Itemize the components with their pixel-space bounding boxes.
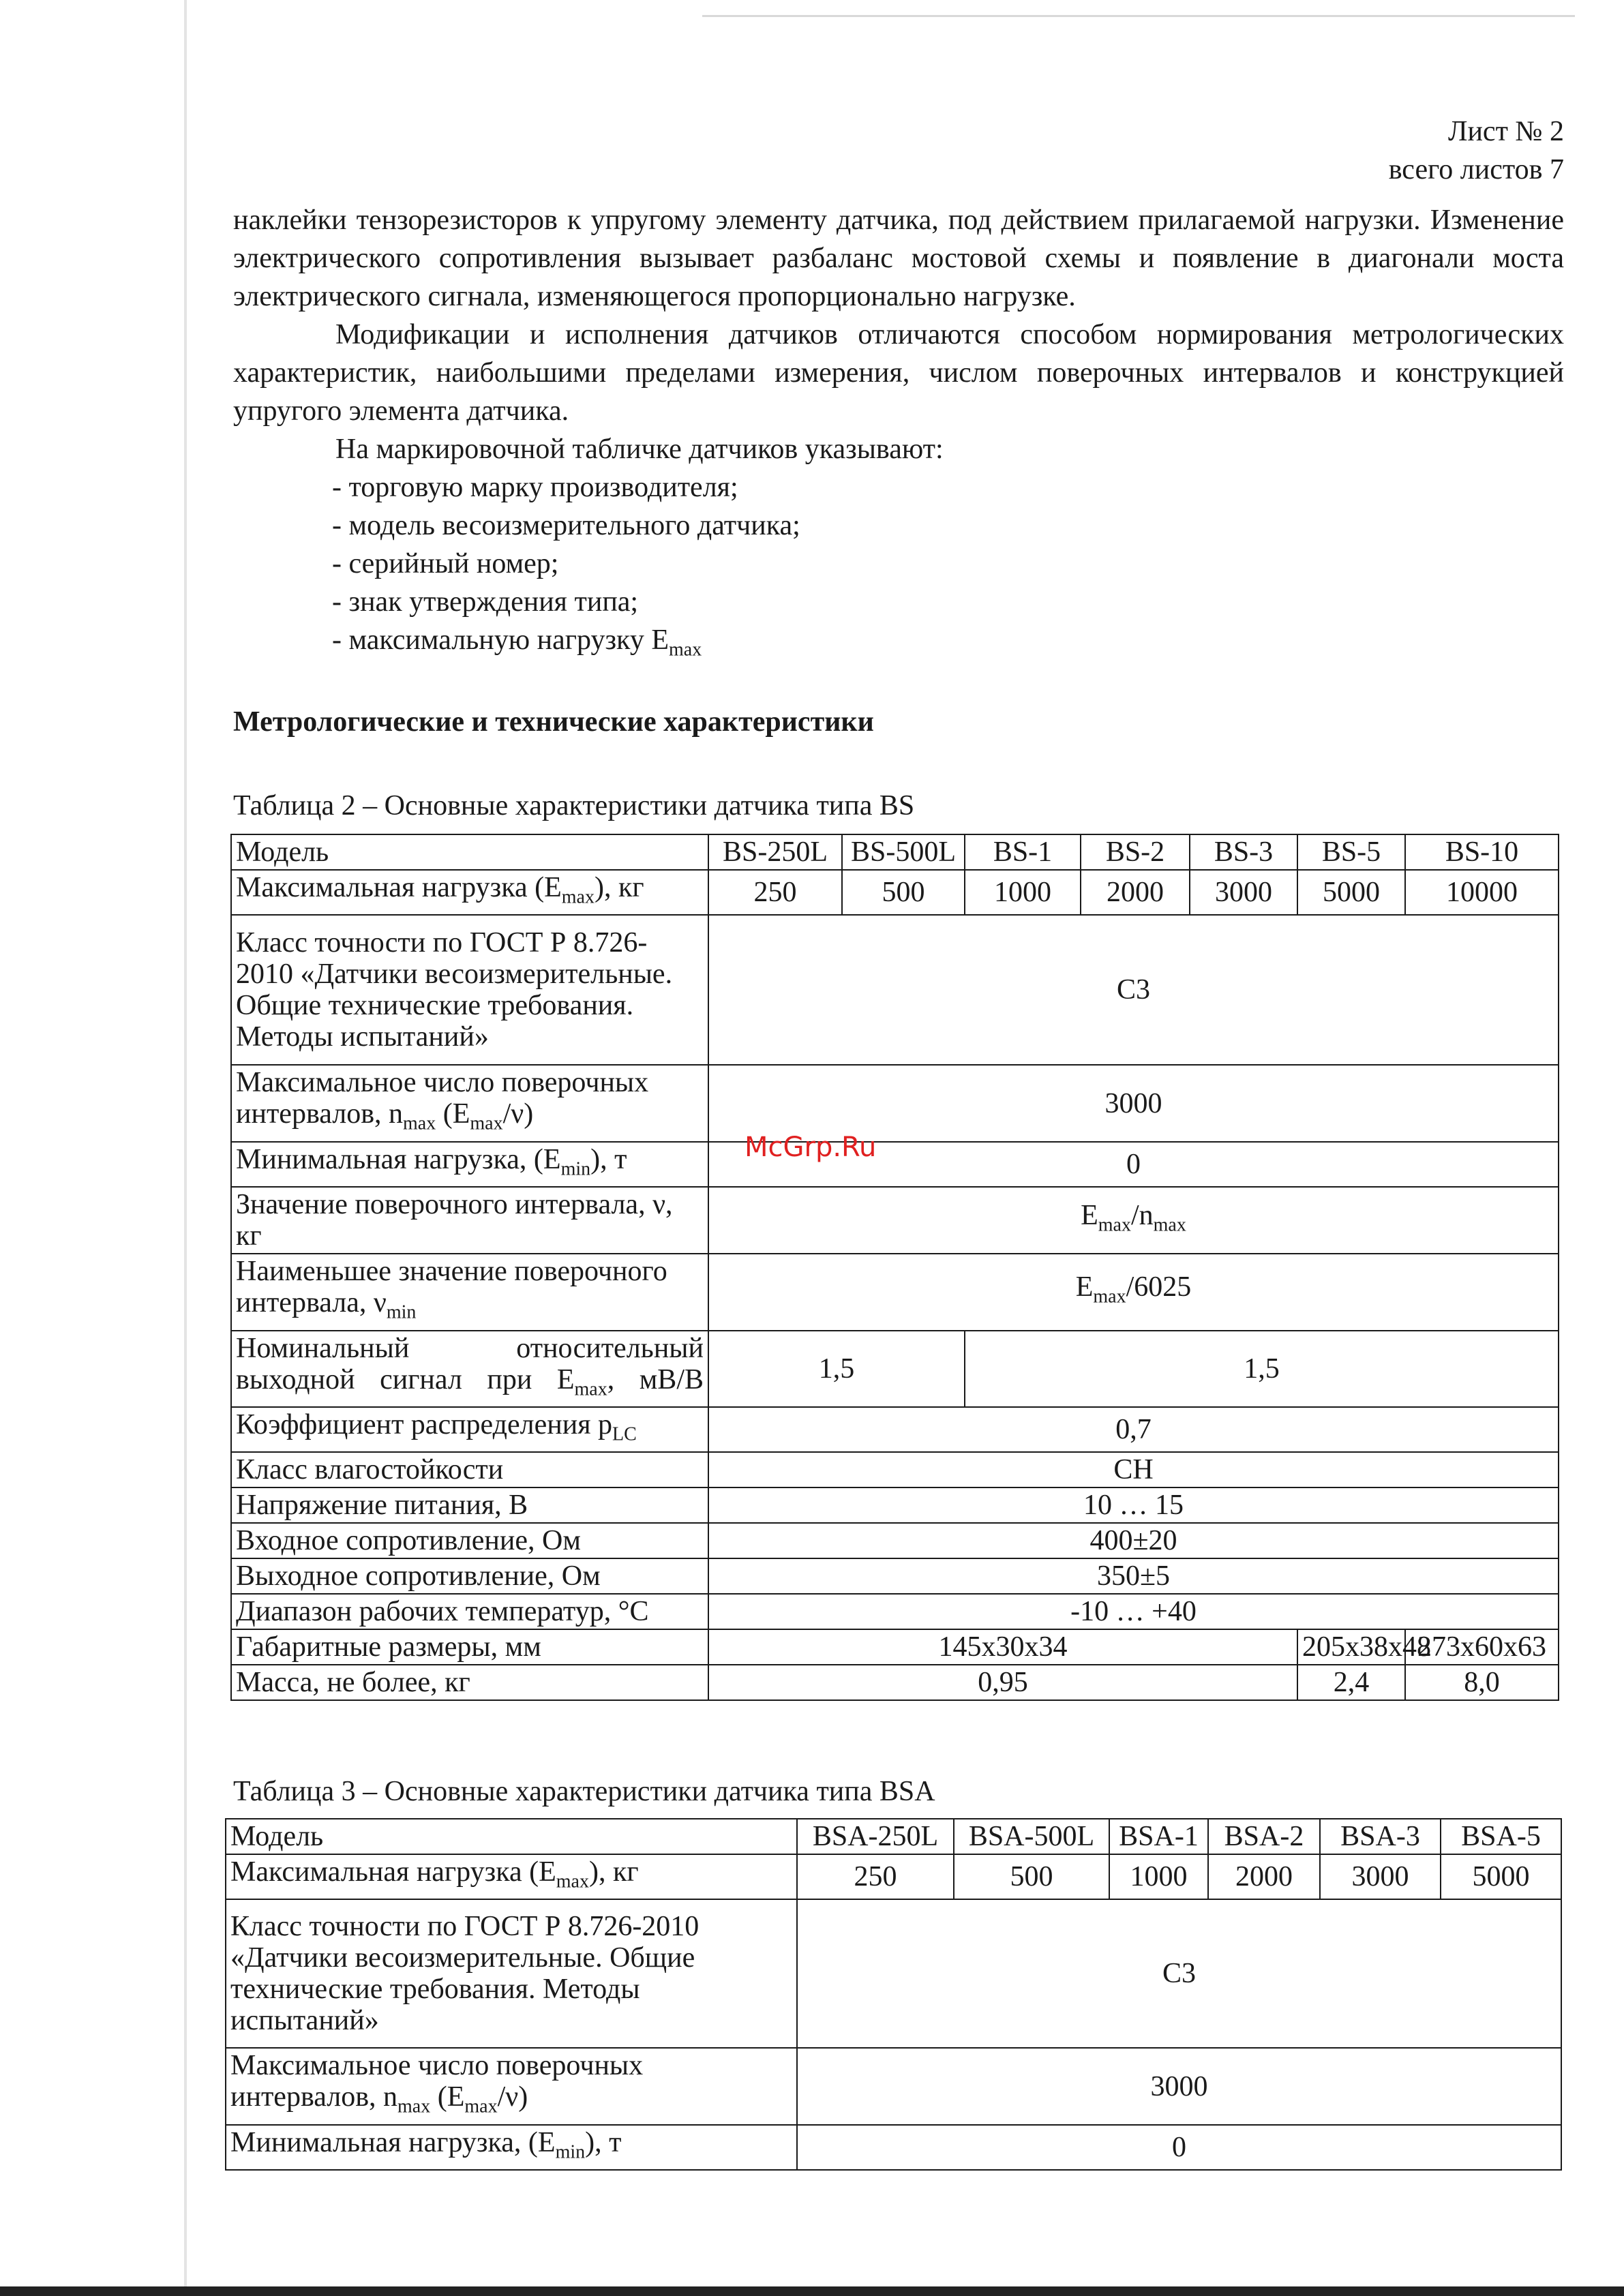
intro-paragraph: Модификации и исполнения датчиков отличаются способом нормирования метрологических характеристик, наибольшими пределами измерения, числом поверочных интервалов и конструкцией упругого элемента датчика. (233, 319, 1564, 427)
table-cell: 1000 (1109, 1854, 1208, 1899)
table-cell: 3000 (1320, 1854, 1441, 1899)
table-cell: -10 … +40 (708, 1594, 1559, 1629)
table-row (231, 915, 1559, 1065)
table-cell: BS-2 (1081, 834, 1190, 870)
table-row (231, 1594, 1559, 1629)
table-cell: BSA-500L (954, 1819, 1109, 1854)
table-cell: Класс влагостойкости (231, 1452, 708, 1487)
scan-bottom-edge (0, 2286, 1624, 2296)
table-cell: 1,5 (965, 1331, 1559, 1407)
table-cell: 10000 (1405, 870, 1559, 915)
table-cell: Напряжение питания, В (231, 1487, 708, 1523)
table-cell: BS-3 (1190, 834, 1297, 870)
table-cell: С3 (708, 915, 1559, 1065)
table-cell: 0,95 (708, 1665, 1297, 1700)
intro-paragraph: наклейки тензорезисторов к упругому элементу датчика, под действием прилагаемой нагрузки. Изменение электрического сопротивления вызывает разбаланс мостовой схемы и появление в диагонали моста электрического сигнала, изменяющегося пропорционально нагрузке. (233, 205, 1564, 312)
table-cell: Максимальная нагрузка $(E_{max})$, кг (231, 870, 708, 915)
table-row (231, 1665, 1559, 1700)
table-cell: 350±5 (708, 1558, 1559, 1594)
table-row (231, 834, 1559, 870)
intro-text (233, 201, 1564, 669)
table-row (231, 1487, 1559, 1523)
table-cell: 5000 (1441, 1854, 1561, 1899)
table-cell: Значение поверочного интервала, ν, кг (231, 1187, 708, 1254)
table-cell: 0 (797, 2125, 1561, 2170)
table-cell: BSA-3 (1320, 1819, 1441, 1854)
table-cell: 2000 (1208, 1854, 1320, 1899)
table-cell: 273x60x63 (1405, 1629, 1559, 1665)
scan-left-edge (184, 0, 187, 2296)
table-cell: BS-500L (842, 834, 965, 870)
table-cell: BSA-5 (1441, 1819, 1561, 1854)
table-row (226, 1899, 1561, 2048)
table-cell: Максимальное число поверочных интервалов, $n_{max}$ $(E_{max}/\nu)$ (231, 1065, 708, 1141)
list-item: - максимальную нагрузку $E_{max}$ (332, 624, 702, 661)
table-cell: $E_{max}/n_{max}$ (708, 1187, 1559, 1254)
table-cell: Диапазон рабочих температур, °С (231, 1594, 708, 1629)
table-row (231, 1254, 1559, 1330)
table-cell: BS-1 (965, 834, 1081, 870)
sheet-total: всего листов 7 (1388, 154, 1564, 185)
table-cell: Входное сопротивление, Ом (231, 1523, 708, 1558)
sheet-line: Лист № 2 (1447, 116, 1564, 147)
table-cell: Класс точности по ГОСТ Р 8.726-2010 «Датчики весоизмерительные. Общие технические требования. Методы испытаний» (231, 915, 708, 1065)
table-cell: Выходное сопротивление, Ом (231, 1558, 708, 1594)
table-cell: 0,7 (708, 1407, 1559, 1452)
table-cell: Номинальный относительный выходной сигнал при $E_{max}$, мВ/В (231, 1331, 708, 1407)
list-item: - серийный номер; (332, 548, 559, 579)
table-cell: BSA-250L (797, 1819, 954, 1854)
table-cell: 1,5 (708, 1331, 965, 1407)
table-row (231, 870, 1559, 915)
table-row (231, 1142, 1559, 1187)
table-cell: Модель (231, 834, 708, 870)
table2-bs-characteristics (230, 834, 1559, 1701)
table-cell: Масса, не более, кг (231, 1665, 708, 1700)
table-cell: Максимальное число поверочных интервалов, $n_{max}$ $(E_{max}/\nu)$ (226, 2048, 797, 2124)
table-cell: 3000 (708, 1065, 1559, 1141)
scan-top-edge (702, 15, 1575, 17)
table-cell: Класс точности по ГОСТ Р 8.726-2010 «Датчики весоизмерительные. Общие технические требования. Методы испытаний» (226, 1899, 797, 2048)
table-cell: Минимальная нагрузка, $(E_{min})$, т (231, 1142, 708, 1187)
table-cell: BS-250L (708, 834, 842, 870)
table-cell: 205x38x48 (1297, 1629, 1405, 1665)
table-cell: Максимальная нагрузка $(E_{max})$, кг (226, 1854, 797, 1899)
list-item: - модель весоизмерительного датчика; (332, 510, 800, 541)
table-cell: 8,0 (1405, 1665, 1559, 1700)
table-row (231, 1629, 1559, 1665)
table-cell: 10 … 15 (708, 1487, 1559, 1523)
table3-caption: Таблица 3 – Основные характеристики датчика типа BSA (233, 1776, 935, 1807)
table-cell: С3 (797, 1899, 1561, 2048)
table-cell: BS-5 (1297, 834, 1405, 870)
table-cell: 3000 (1190, 870, 1297, 915)
table-row (226, 2125, 1561, 2170)
table-cell: 3000 (797, 2048, 1561, 2124)
marking-list (233, 468, 1564, 669)
table-cell: 400±20 (708, 1523, 1559, 1558)
table-row (231, 1065, 1559, 1141)
list-item: - торговую марку производителя; (332, 472, 738, 503)
table-cell: BS-10 (1405, 834, 1559, 870)
table-cell: $E_{max}/6025$ (708, 1254, 1559, 1330)
table-cell: 250 (797, 1854, 954, 1899)
table-cell: Наименьшее значение поверочного интервала, $\nu_{min}$ (231, 1254, 708, 1330)
table-cell: 145x30x34 (708, 1629, 1297, 1665)
table-cell: 500 (954, 1854, 1109, 1899)
list-item: - знак утверждения типа; (332, 586, 639, 618)
table-cell: BSA-2 (1208, 1819, 1320, 1854)
table-row (231, 1407, 1559, 1452)
table-cell: Габаритные размеры, мм (231, 1629, 708, 1665)
section-title: Метрологические и технические характеристики (233, 706, 874, 738)
watermark: McGrp.Ru (745, 1132, 877, 1163)
table-cell: Коэффициент распределения $p_{LC}$ (231, 1407, 708, 1452)
table-row (226, 2048, 1561, 2124)
table-cell: 2000 (1081, 870, 1190, 915)
table-cell: Минимальная нагрузка, $(E_{min})$, т (226, 2125, 797, 2170)
table-row (231, 1523, 1559, 1558)
table2-caption: Таблица 2 – Основные характеристики датчика типа BS (233, 790, 915, 821)
table-row (226, 1819, 1561, 1854)
table-cell: 1000 (965, 870, 1081, 915)
table-cell: СН (708, 1452, 1559, 1487)
table-cell: BSA-1 (1109, 1819, 1208, 1854)
table-cell: Модель (226, 1819, 797, 1854)
table-cell: 2,4 (1297, 1665, 1405, 1700)
sheet-number (1389, 112, 1564, 189)
table-row (231, 1331, 1559, 1407)
table-cell: 500 (842, 870, 965, 915)
table-cell: 5000 (1297, 870, 1405, 915)
table-cell: 250 (708, 870, 842, 915)
table-row (231, 1558, 1559, 1594)
table3-bsa-characteristics (225, 1818, 1562, 2171)
marking-intro: На маркировочной табличке датчиков указывают: (335, 434, 944, 465)
table-row (226, 1854, 1561, 1899)
table-row (231, 1452, 1559, 1487)
table-row (231, 1187, 1559, 1254)
table-cell: 0 (708, 1142, 1559, 1187)
